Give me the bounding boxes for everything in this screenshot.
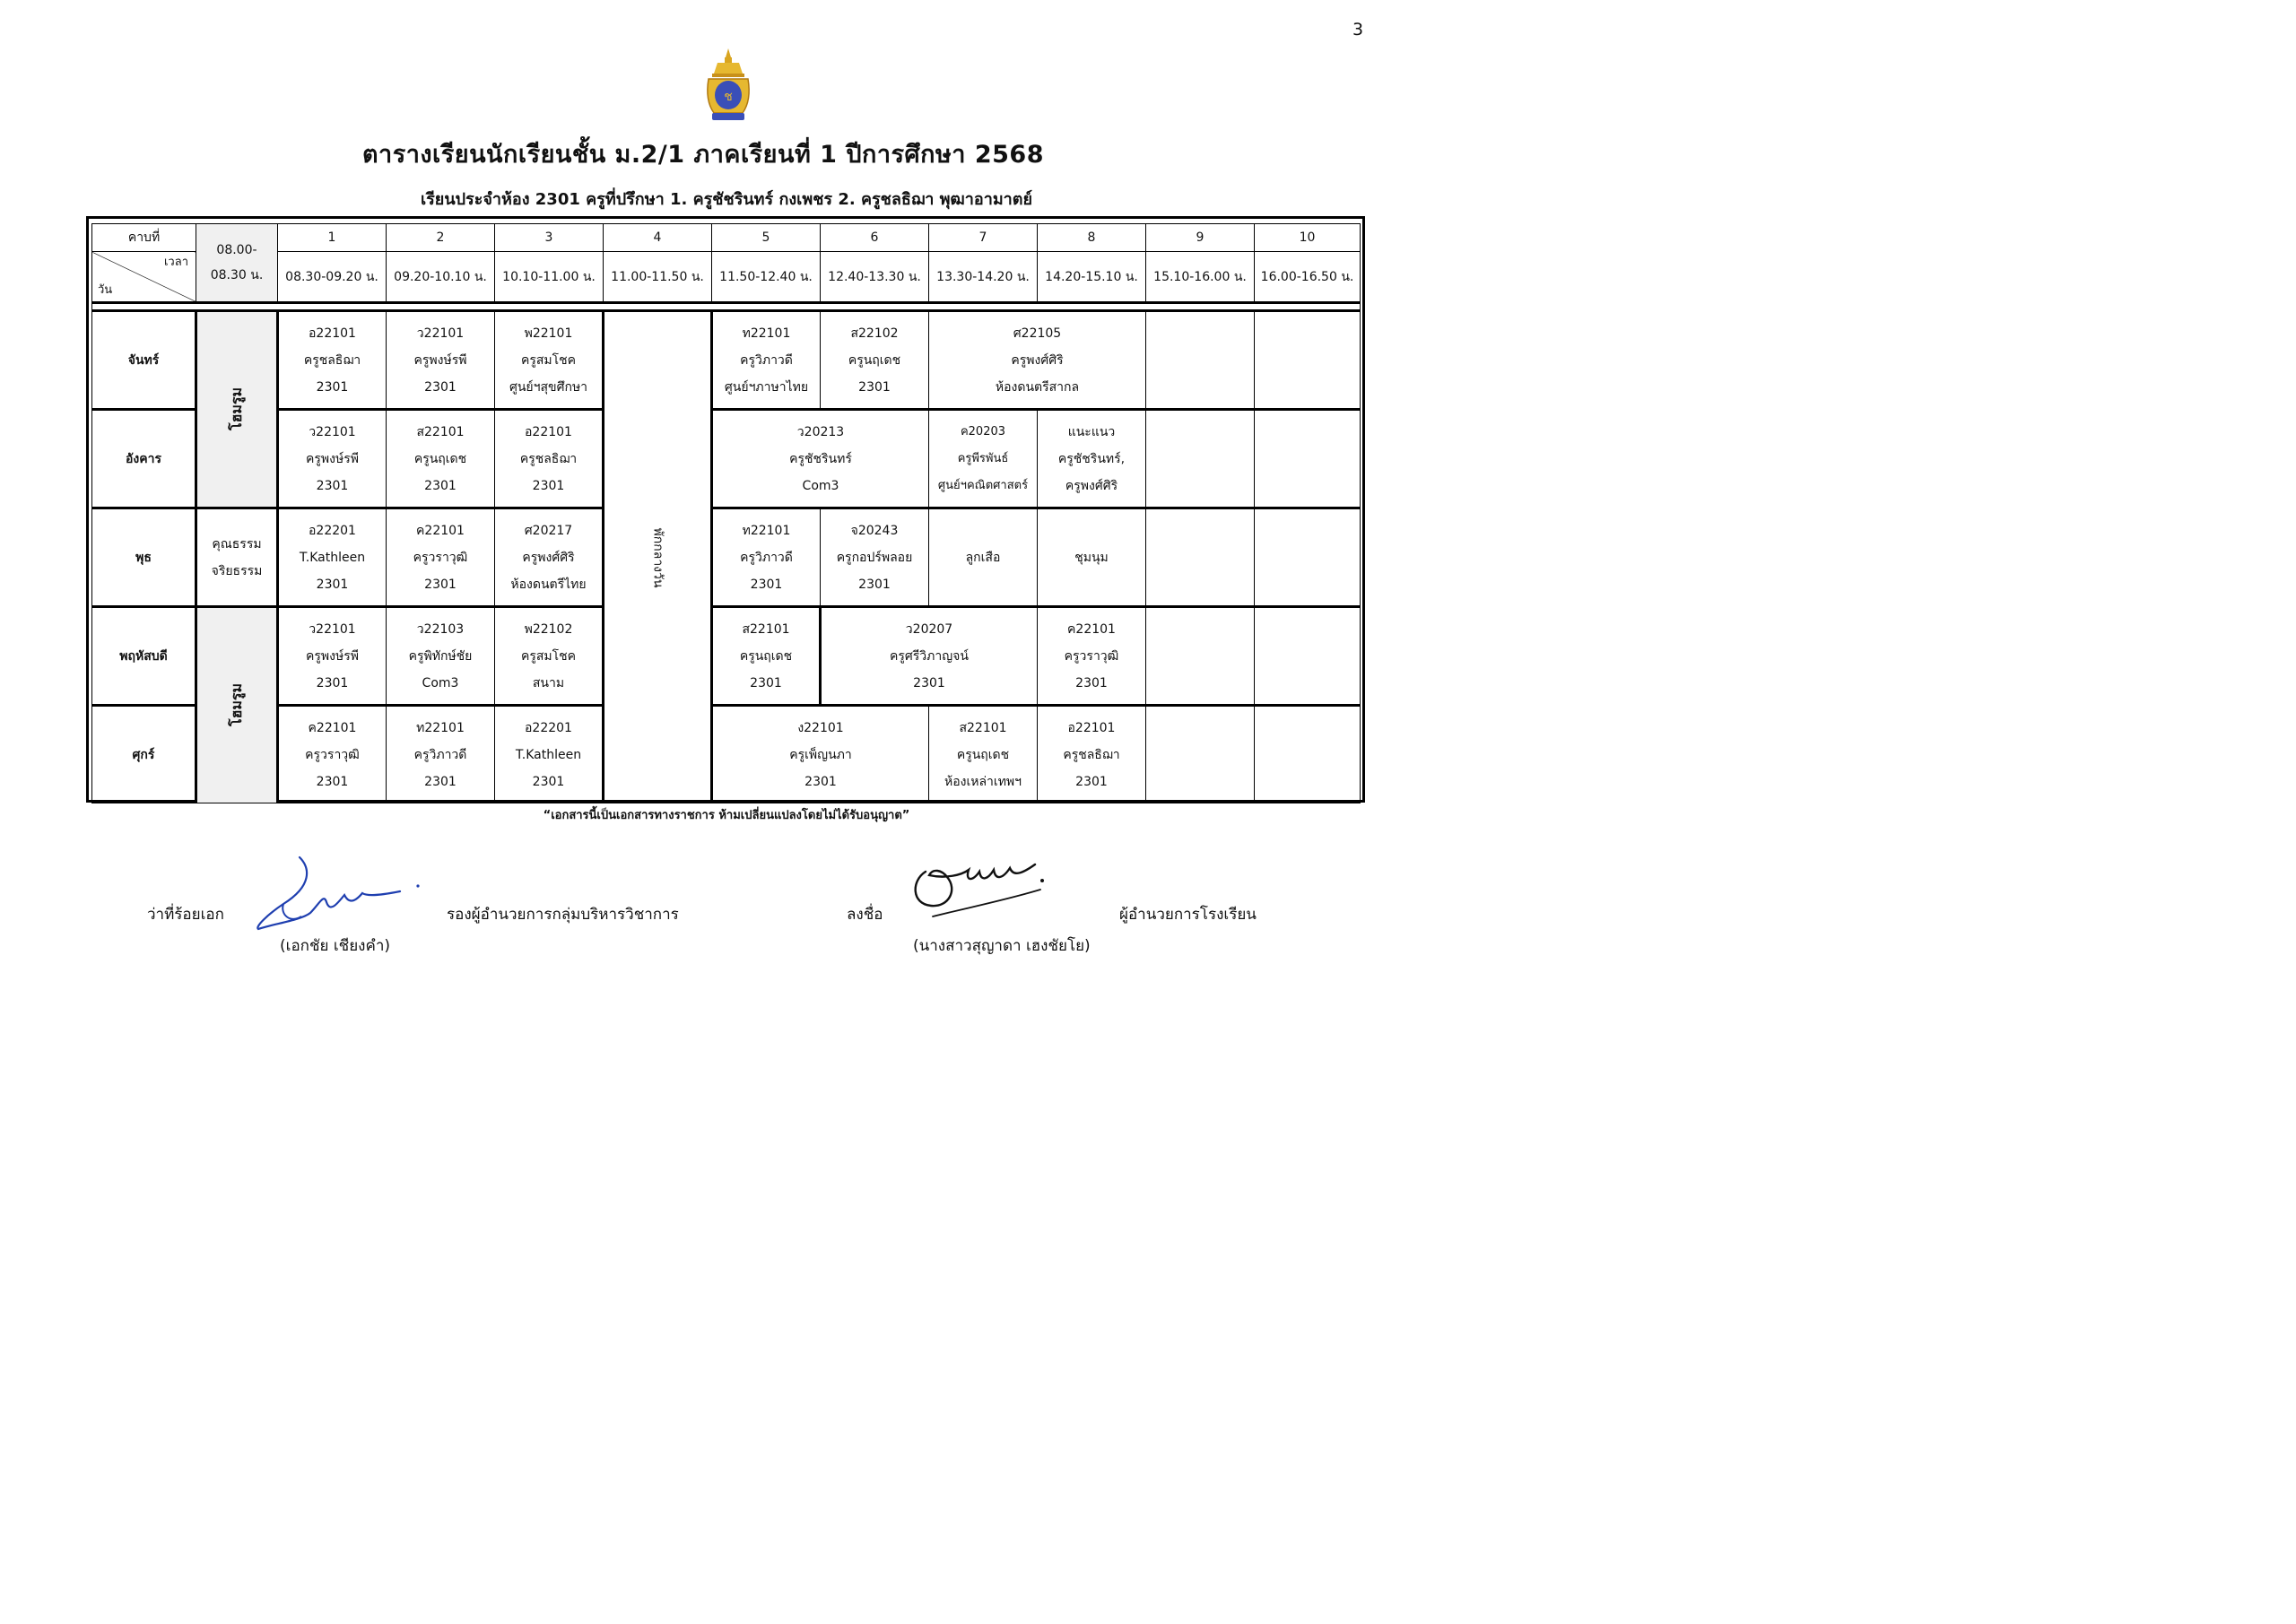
day-time-corner: เวลา วัน <box>92 252 196 303</box>
club-cell: ชุมนุม <box>1038 508 1146 607</box>
right-signature-icon <box>906 854 1058 925</box>
class-cell: ค22101 ครูวราวุฒิ 2301 <box>1038 607 1146 706</box>
class-cell: พ22102 ครูสมโชค สนาม <box>495 607 604 706</box>
right-signer-name: (นางสาวสุญาดา เฮงชัยโย) <box>913 937 1091 955</box>
left-signer-position: รองผู้อำนวยการกลุ่มบริหารวิชาการ <box>447 906 679 924</box>
period-number: 5 <box>712 224 821 252</box>
empty-cell <box>1255 607 1361 706</box>
header-time-row <box>92 252 1361 303</box>
period-number: 8 <box>1038 224 1146 252</box>
empty-cell <box>1146 410 1255 508</box>
right-signer-prefix: ลงชื่อ <box>847 906 883 924</box>
class-cell: ค20203 ครูพีรพันธ์ ศูนย์ฯคณิตศาสตร์ <box>929 410 1038 508</box>
day-row-friday <box>92 706 1361 803</box>
empty-cell <box>1146 311 1255 410</box>
class-cell: อ22101 ครูชลธิฌา 2301 <box>1038 706 1146 803</box>
class-cell: ว22101 ครูพงษ์รพี 2301 <box>278 410 387 508</box>
period-time: 11.50-12.40 น. <box>712 252 821 303</box>
period-time: 09.20-10.10 น. <box>387 252 495 303</box>
class-cell: แนะแนว ครูชัชรินทร์, ครูพงศ์ศิริ <box>1038 410 1146 508</box>
class-cell: ค22101 ครูวราวุฒิ 2301 <box>387 508 495 607</box>
homeroom-cell: โฮมรูม <box>196 607 278 803</box>
class-cell: ศ20217 ครูพงศ์ศิริ ห้องดนตรีไทย <box>495 508 604 607</box>
class-cell: อ22101 ครูชลธิฌา 2301 <box>495 410 604 508</box>
period-time: 08.30-09.20 น. <box>278 252 387 303</box>
day-label: จันทร์ <box>92 311 196 410</box>
scout-cell: ลูกเสือ <box>929 508 1038 607</box>
school-emblem-icon <box>701 47 755 124</box>
class-cell: อ22201 T.Kathleen 2301 <box>495 706 604 803</box>
class-cell: อ22201 T.Kathleen 2301 <box>278 508 387 607</box>
page-number: 3 <box>1352 20 1364 39</box>
ethics-homeroom-cell: คุณธรรม จริยธรรม <box>196 508 278 607</box>
period-time: 12.40-13.30 น. <box>821 252 929 303</box>
day-label: พฤหัสบดี <box>92 607 196 706</box>
homeroom-cell: โฮมรูม <box>196 311 278 508</box>
day-row-monday <box>92 311 1361 410</box>
period-number: 4 <box>604 224 712 252</box>
day-row-wednesday <box>92 508 1361 607</box>
class-cell: ว22101 ครูพงษ์รพี 2301 <box>387 311 495 410</box>
svg-text:ช: ช <box>724 90 733 104</box>
class-cell: ว20213 ครูชัชรินทร์ Com3 <box>712 410 929 508</box>
period-time: 16.00-16.50 น. <box>1255 252 1361 303</box>
period-time: 10.10-11.00 น. <box>495 252 604 303</box>
class-cell: ว22103 ครูพิทักษ์ชัย Com3 <box>387 607 495 706</box>
day-row-tuesday <box>92 410 1361 508</box>
period-time: 15.10-16.00 น. <box>1146 252 1255 303</box>
left-signature-icon <box>248 850 427 935</box>
period-number: 7 <box>929 224 1038 252</box>
homeroom-time-header: 08.00- 08.30 น. <box>196 224 278 303</box>
day-label: พุธ <box>92 508 196 607</box>
period-number: 3 <box>495 224 604 252</box>
header-divider <box>92 303 1361 311</box>
class-cell: ส22101 ครูนฤเดช 2301 <box>712 607 821 706</box>
class-cell: อ22101 ครูชลธิฌา 2301 <box>278 311 387 410</box>
period-time: 11.00-11.50 น. <box>604 252 712 303</box>
day-label: ศุกร์ <box>92 706 196 803</box>
class-cell: ท22101 ครูวิภาวดี ศูนย์ฯภาษาไทย <box>712 311 821 410</box>
day-row-thursday <box>92 607 1361 706</box>
day-label: อังคาร <box>92 410 196 508</box>
page-subtitle: เรียนประจำห้อง 2301 ครูที่ปรึกษา 1. ครูชัชรินทร์ กงเพชร 2. ครูชลธิฌา พุฒาอามาตย์ <box>420 190 1033 209</box>
class-cell: ค22101 ครูวราวุฒิ 2301 <box>278 706 387 803</box>
page-title: ตารางเรียนนักเรียนชั้น ม.2/1 ภาคเรียนที่ 1 ปีการศึกษา 2568 <box>362 141 1044 169</box>
empty-cell <box>1255 410 1361 508</box>
period-number: 10 <box>1255 224 1361 252</box>
empty-cell <box>1146 508 1255 607</box>
class-cell: ว22101 ครูพงษ์รพี 2301 <box>278 607 387 706</box>
period-number: 6 <box>821 224 929 252</box>
period-time: 13.30-14.20 น. <box>929 252 1038 303</box>
empty-cell <box>1255 706 1361 803</box>
period-number: 1 <box>278 224 387 252</box>
class-cell: จ20243 ครูกอปร์พลอย 2301 <box>821 508 929 607</box>
right-signer-position: ผู้อำนวยการโรงเรียน <box>1119 906 1257 924</box>
header-period-row <box>92 224 1361 252</box>
class-cell: ง22101 ครูเพ็ญนภา 2301 <box>712 706 929 803</box>
class-cell: ศ22105 ครูพงศ์ศิริ ห้องดนตรีสากล <box>929 311 1146 410</box>
period-label: คาบที่ <box>92 224 196 252</box>
class-cell: ท22101 ครูวิภาวดี 2301 <box>387 706 495 803</box>
empty-cell <box>1255 311 1361 410</box>
class-cell: ส22101 ครูนฤเดช ห้องเหล่าเทพฯ <box>929 706 1038 803</box>
left-signer-name: (เอกชัย เชียงคำ) <box>280 937 391 955</box>
period-time: 14.20-15.10 น. <box>1038 252 1146 303</box>
official-document-notice: “เอกสารนี้เป็นเอกสารทางราชการ ห้ามเปลี่ยนแปลงโดยไม่ได้รับอนุญาต” <box>543 809 910 822</box>
empty-cell <box>1255 508 1361 607</box>
class-cell: ว20207 ครูศรีวิภาญจน์ 2301 <box>821 607 1038 706</box>
class-cell: ส22101 ครูนฤเดช 2301 <box>387 410 495 508</box>
left-signer-prefix: ว่าที่ร้อยเอก <box>147 906 224 924</box>
empty-cell <box>1146 607 1255 706</box>
class-cell: พ22101 ครูสมโชค ศูนย์ฯสุขศึกษา <box>495 311 604 410</box>
schedule-table <box>91 223 1361 803</box>
class-cell: ท22101 ครูวิภาวดี 2301 <box>712 508 821 607</box>
empty-cell <box>1146 706 1255 803</box>
period-number: 2 <box>387 224 495 252</box>
period-number: 9 <box>1146 224 1255 252</box>
lunch-break-cell: พักกลางวัน <box>604 311 712 803</box>
class-cell: ส22102 ครูนฤเดช 2301 <box>821 311 929 410</box>
